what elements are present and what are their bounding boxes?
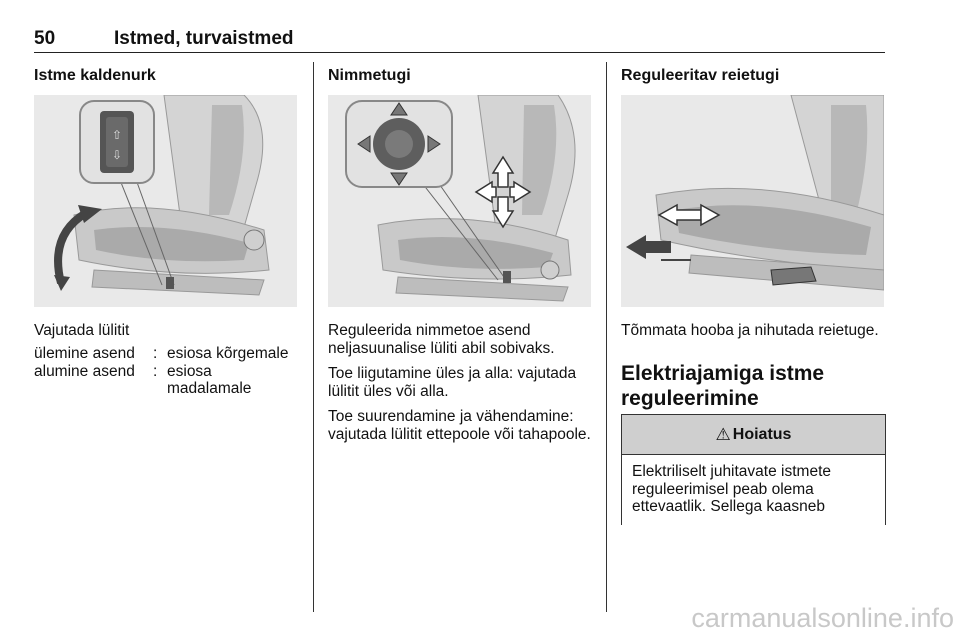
section-title-seat-tilt: Istme kaldenurk: [34, 67, 156, 84]
definition-description: esiosa kõrgemale: [167, 345, 289, 362]
warning-text: Elektriliselt juhitavate istmete reguleerimisel peab olema ettevaatlik. Sellega kaasneb: [632, 463, 831, 515]
seat-tilt-intro: Vajutada lülitit: [34, 322, 130, 339]
definition-row: [34, 345, 297, 363]
definition-separator: :: [153, 345, 158, 362]
subheading-power-seat: Elektriajamiga istme reguleerimine: [621, 362, 825, 410]
definition-term: alumine asend: [34, 362, 135, 380]
warning-header: [622, 415, 885, 455]
definition-term: ülemine asend: [34, 345, 135, 362]
page-number: 50: [34, 28, 56, 49]
thigh-support-text: Tõmmata hooba ja nihutada reietuge.: [621, 322, 879, 339]
svg-text:⇩: ⇩: [111, 148, 123, 162]
warning-title: Hoiatus: [732, 425, 792, 443]
definition-row: [34, 363, 297, 398]
thigh-support-illustration: [621, 95, 884, 307]
watermark: carmanualsonline.info: [691, 603, 954, 633]
section-title-lumbar-support: Nimmetugi: [328, 67, 411, 84]
paragraph: Toe liigutamine üles ja alla: vajutada lülitit üles või alla.: [328, 365, 577, 400]
seat-tilt-illustration: [34, 95, 297, 307]
paragraph: Toe suurendamine ja vähendamine: vajutada lülitit ettepoole või tahapoole.: [328, 408, 591, 443]
definition-separator: :: [153, 362, 158, 380]
column-divider: [313, 62, 314, 612]
column-divider: [606, 62, 607, 612]
paragraph: Reguleerida nimmetoe asend neljasuunalise lüliti abil sobivaks.: [328, 322, 555, 357]
page-header: [34, 28, 885, 53]
svg-text:⇧: ⇧: [111, 128, 123, 142]
lumbar-support-illustration: [328, 95, 591, 307]
tilt-definition-list: [34, 345, 297, 398]
section-title-thigh-support: Reguleeritav reietugi: [621, 67, 780, 84]
warning-box: [621, 414, 886, 525]
warning-triangle-icon: ⚠: [715, 424, 731, 444]
chapter-title: Istmed, turvaistmed: [114, 28, 294, 49]
definition-description: esiosa madalamale: [167, 362, 252, 397]
lumbar-support-text: [328, 322, 591, 451]
